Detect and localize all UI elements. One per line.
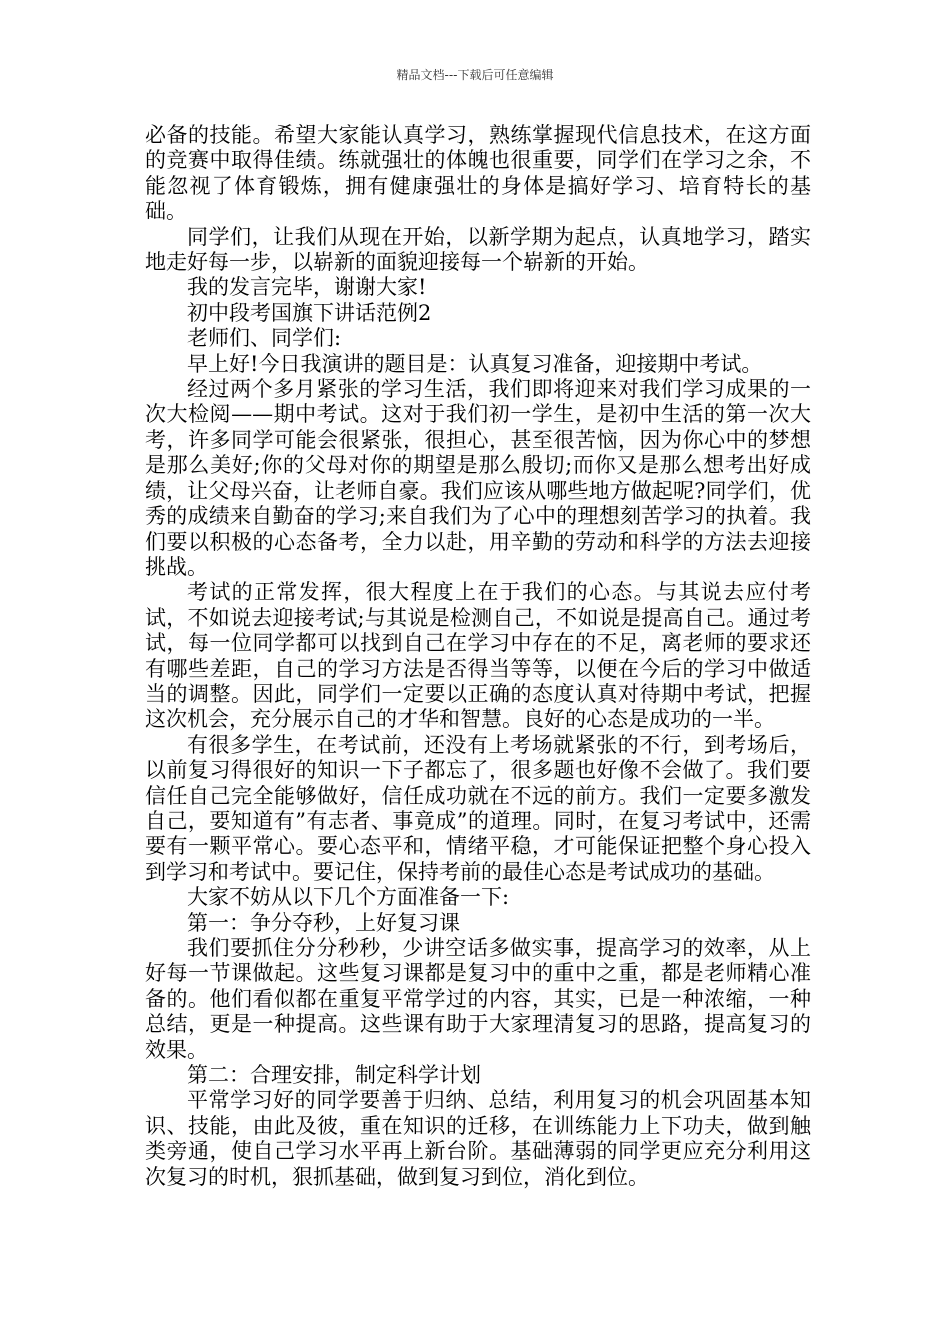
paragraph: 有很多学生，在考试前，还没有上考场就紧张的不行，到考场后，以前复习得很好的知识一下子都忘了，很多题也好像不会做了。我们要信任自己完全能够做好，信任成功就在不远的前方。我们一定要多激发自己，要知道有”有志者、事竟成”的道理。同时，在复习考试中，还需要有一颗平常心。要心态平和，情绪平稳，才可能保证把整个身心投入到学习和考试中。要记住，保持考前的最佳心态是考试成功的基础。 — [145, 732, 811, 884]
paragraph: 经过两个多月紧张的学习生活，我们即将迎来对我们学习成果的一次大检阅——期中考试。这对于我们初一学生，是初中生活的第一次大考，许多同学可能会很紧张，很担心，甚至很苦恼，因为你心中的梦想是那么美好;你的父母对你的期望是那么殷切;而你又是那么想考出好成绩，让父母兴奋，让老师自豪。我们应该从哪些地方做起呢?同学们，优秀的成绩来自勤奋的学习;来自我们为了心中的理想刻苦学习的执着。我们要以积极的心态备考，全力以赴，用辛勤的劳动和科学的方法去迎接挑战。 — [145, 377, 811, 579]
salutation: 老师们、同学们: — [187, 326, 342, 351]
page-header: 精品文档---下载后可任意编辑 — [396, 68, 554, 82]
paragraph: 同学们，让我们从现在开始，以新学期为起点，认真地学习，踏实地走好每一步，以崭新的面貌迎接每一个崭新的开始。 — [145, 224, 811, 275]
paragraph: 考试的正常发挥，很大程度上在于我们的心态。与其说去应付考试，不如说去迎接考试;与其说是检测自己，不如说是提高自己。通过考试，每一位同学都可以找到自己在学习中存在的不足，离老师的要求还有哪些差距，自己的学习方法是否得当等等，以便在今后的学习中做适当的调整。因此，同学们一定要以正确的态度认真对待期中考试，把握这次机会，充分展示自己的才华和智慧。良好的心态是成功的一半。 — [145, 580, 811, 732]
document-body — [145, 123, 811, 1190]
paragraph: 早上好!今日我演讲的题目是：认真复习准备，迎接期中考试。 — [187, 351, 763, 376]
paragraph: 我们要抓住分分秒秒，少讲空话多做实事，提高学习的效率，从上好每一节课做起。这些复习课都是复习中的重中之重，都是老师精心准备的。他们看似都在重复平常学过的内容，其实，已是一种浓缩，一种总结，更是一种提高。这些课有助于大家理清复习的思路，提高复习的效果。 — [145, 936, 811, 1062]
subheading: 第二：合理安排，制定科学计划 — [187, 1063, 481, 1088]
paragraph: 大家不妨从以下几个方面准备一下: — [187, 885, 510, 910]
paragraph: 必备的技能。希望大家能认真学习，熟练掌握现代信息技术，在这方面的竞赛中取得佳绩。练就强壮的体魄也很重要，同学们在学习之余，不能忽视了体育锻炼，拥有健康强壮的身体是搞好学习、培育特长的基础。 — [145, 123, 811, 224]
section-heading: 初中段考国旗下讲话范例2 — [187, 300, 432, 325]
paragraph: 平常学习好的同学要善于归纳、总结，利用复习的机会巩固基本知识、技能，由此及彼，重在知识的迁移，在训练能力上下功夫，做到触类旁通，使自己学习水平再上新台阶。基础薄弱的同学更应充分利用这次复习的时机，狠抓基础，做到复习到位，消化到位。 — [145, 1088, 811, 1189]
subheading: 第一：争分夺秒，上好复习课 — [187, 910, 460, 935]
paragraph: 我的发言完毕，谢谢大家! — [187, 275, 427, 300]
